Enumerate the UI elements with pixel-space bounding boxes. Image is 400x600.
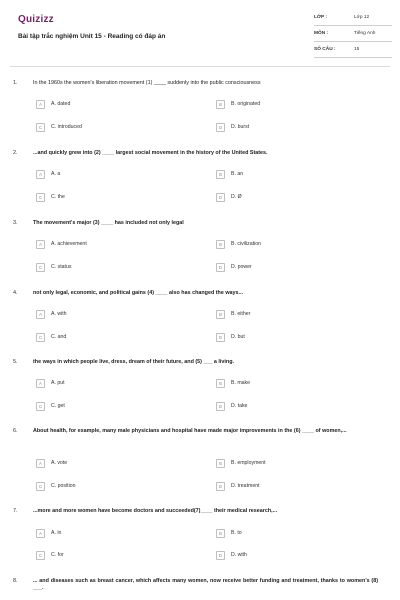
option-d[interactable] [216,331,245,343]
question-number: 4. [13,290,18,296]
option-d[interactable] [216,549,247,561]
option-letter-box: B [216,459,225,468]
meta-row-subject [314,26,392,42]
option-text: A. achievement [51,241,87,247]
option-letter-box: D [216,551,225,560]
option-text: B. either [231,311,251,317]
meta-row-question-count [314,42,392,58]
quizizz-logo[interactable]: Quizizz [18,14,54,25]
option-a[interactable] [36,377,65,389]
meta-value: Lớp 12 [354,15,370,20]
option-a[interactable] [36,527,61,539]
worksheet-header [0,0,400,62]
option-text: A. dated [51,101,71,107]
option-c[interactable] [36,191,65,203]
option-letter-box: A [36,170,45,179]
option-text: C. the [51,194,65,200]
option-c[interactable] [36,331,66,343]
option-b[interactable] [216,377,250,389]
option-letter-box: B [216,100,225,109]
option-text: D. but [231,334,245,340]
option-text: B. make [231,380,251,386]
option-letter-box: D [216,193,225,202]
meta-row-class [314,10,392,26]
option-text: D. with [231,552,247,558]
question-text: The movement's major (3) ____ has included not only legal [33,220,184,226]
option-text: D. treatment [231,483,260,489]
option-text: B. civilization [231,241,261,247]
option-b[interactable] [216,168,243,180]
question-text: About health, for example, many male physicians and hospital have made major improvements in the (6) ____ of women,... [33,428,347,434]
option-text: B. to [231,530,242,536]
option-d[interactable] [216,480,260,492]
option-letter-box: C [36,263,45,272]
option-b[interactable] [216,98,260,110]
option-a[interactable] [36,308,67,320]
option-text: D. take [231,403,248,409]
option-letter-box: D [216,123,225,132]
option-text: A. in [51,530,62,536]
option-letter-box: B [216,379,225,388]
question-number: 8. [13,578,18,584]
question-number: 3. [13,220,18,226]
option-d[interactable] [216,121,249,133]
option-text: C. introduced [51,124,82,130]
option-text: B. originated [231,101,261,107]
option-text: D. Ø [231,194,242,200]
question-number: 6. [13,428,18,434]
option-text: D. power [231,264,252,270]
meta-key: SỐ CÂU : [314,47,336,52]
option-letter-box: D [216,263,225,272]
meta-key: LỚP : [314,15,328,20]
option-c[interactable] [36,480,76,492]
option-text: C. and [51,334,67,340]
meta-value: 15 [354,47,360,52]
option-a[interactable] [36,168,60,180]
option-c[interactable] [36,121,82,133]
option-text: C. position [51,483,76,489]
option-a[interactable] [36,457,67,469]
worksheet-meta-table [314,10,392,58]
option-text: C. status [51,264,72,270]
option-letter-box: C [36,551,45,560]
option-letter-box: B [216,529,225,538]
option-c[interactable] [36,261,71,273]
option-letter-box: C [36,482,45,491]
option-d[interactable] [216,191,242,203]
option-text: B. an [231,171,244,177]
option-b[interactable] [216,527,242,539]
question-text: ...more and more women have become doctors and succeeded(7)____ their medical research,... [33,508,278,514]
option-letter-box: A [36,310,45,319]
question-number: 7. [13,508,18,514]
option-text: A. put [51,380,65,386]
meta-key: MÔN : [314,31,329,36]
option-text: C. get [51,403,65,409]
option-text: A. a [51,171,61,177]
question-text: ... and diseases such as breast cancer, which affects many women, now receive better funding and treatment, thanks to women's (8) ___. [33,578,378,592]
option-c[interactable] [36,549,64,561]
option-letter-box: D [216,402,225,411]
option-letter-box: B [216,240,225,249]
option-text: B. employment [231,460,266,466]
option-letter-box: C [36,402,45,411]
option-d[interactable] [216,261,252,273]
option-letter-box: B [216,170,225,179]
option-letter-box: A [36,240,45,249]
option-b[interactable] [216,238,261,250]
question-number: 5. [13,359,18,365]
option-text: C. for [51,552,64,558]
header-divider [10,66,390,67]
option-text: A. with [51,311,67,317]
option-letter-box: C [36,123,45,132]
page-title: Bài tập trắc nghiệm Unit 15 - Reading có đáp án [18,33,166,40]
question-number: 2. [13,150,18,156]
option-b[interactable] [216,308,250,320]
option-letter-box: D [216,333,225,342]
option-c[interactable] [36,400,65,412]
option-letter-box: B [216,310,225,319]
question-text: the ways in which people live, dress, dream of their future, and (5) ___ a living. [33,359,235,365]
option-d[interactable] [216,400,247,412]
option-b[interactable] [216,457,266,469]
option-letter-box: A [36,379,45,388]
option-letter-box: A [36,459,45,468]
option-letter-box: C [36,193,45,202]
question-text: In the 1960s the women's liberation movement (1) ____ suddenly into the public consciousness [33,80,261,86]
option-letter-box: C [36,333,45,342]
option-a[interactable] [36,238,87,250]
option-letter-box: A [36,529,45,538]
question-text: not only legal, economic, and political gains (4) ____ also has changed the ways... [33,290,243,296]
question-number: 1. [13,80,18,86]
meta-value: Tiếng Anh [354,31,376,36]
option-letter-box: A [36,100,45,109]
question-text: ...and quickly grew into (2) ____ largest social movement in the history of the United States. [33,150,268,156]
option-text: D. burst [231,124,250,130]
option-a[interactable] [36,98,70,110]
option-text: A. vote [51,460,68,466]
option-letter-box: D [216,482,225,491]
